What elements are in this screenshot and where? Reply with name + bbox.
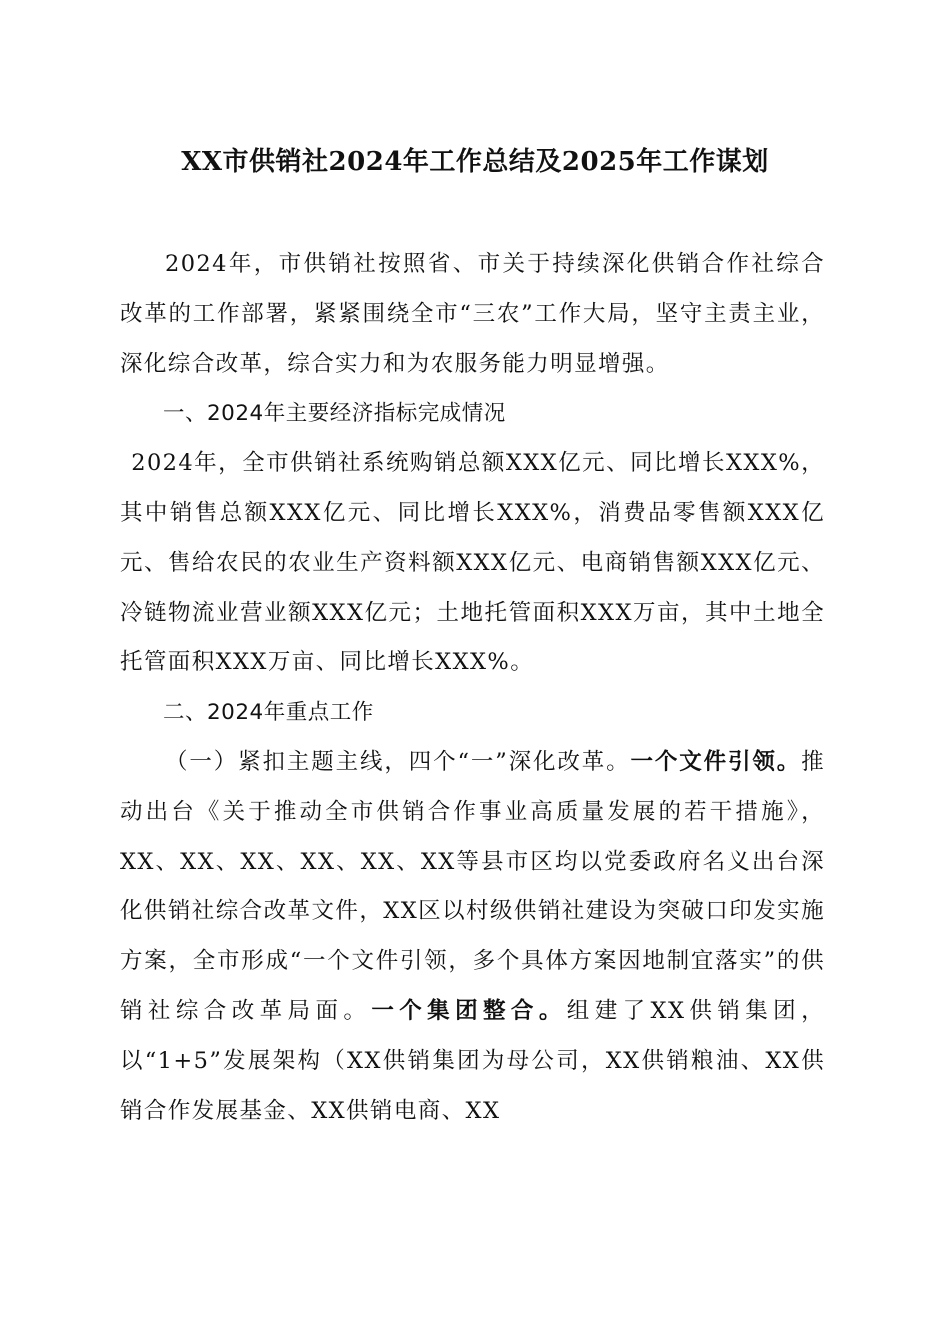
intro-paragraph: 2024年，市供销社按照省、市关于持续深化供销合作社综合改革的工作部署，紧紧围绕全市“三农”工作大局，坚守主责主业，深化综合改革，综合实力和为农服务能力明显增强。 xyxy=(120,251,825,377)
document-title: XX市供销社2024年工作总结及2025年工作谋划 xyxy=(181,147,769,177)
section-heading-1: 一、2024年主要经济指标完成情况 xyxy=(163,401,506,427)
bold-phrase-1: 一个文件引领。 xyxy=(630,748,802,775)
bold-phrase-2: 一个集团整合。 xyxy=(371,997,567,1024)
section-heading-2: 二、2024年重点工作 xyxy=(163,700,374,726)
section-1-paragraph: 2024年，全市供销社系统购销总额XXX亿元、同比增长XXX%，其中销售总额XXX亿元、同比增长XXX%，消费品零售额XXX亿元、售给农民的农业生产资料额XXX亿元、电商销售额XXX亿元、冷链物流业营业额XXX亿元；土地托管面积XXX万亩，其中土地全托管面积XXX万亩、同比增长XXX%。 xyxy=(120,450,825,676)
section-2-paragraph xyxy=(120,738,825,1136)
subsection-1-lead: （一）紧扣主题主线，四个“一”深化改革。 xyxy=(165,748,631,775)
document-body xyxy=(120,240,825,1136)
subsection-1-text-1: 推动出台《关于推动全市供销合作事业高质量发展的若干措施》，XX、XX、XX、XX、XX、XX等县市区均以党委政府名义出台深化供销社综合改革文件，XX区以村级供销社建设为突破口印发实施方案，全市形成“一个文件引领，多个具体方案因地制宜落实”的供销社综合改革局面。 xyxy=(120,748,825,1024)
subsection-1-text-2: 组建了XX供销集团，以“1+5”发展架构（XX供销集团为母公司，XX供销粮油、XX供销合作发展基金、XX供销电商、XX xyxy=(120,997,825,1124)
